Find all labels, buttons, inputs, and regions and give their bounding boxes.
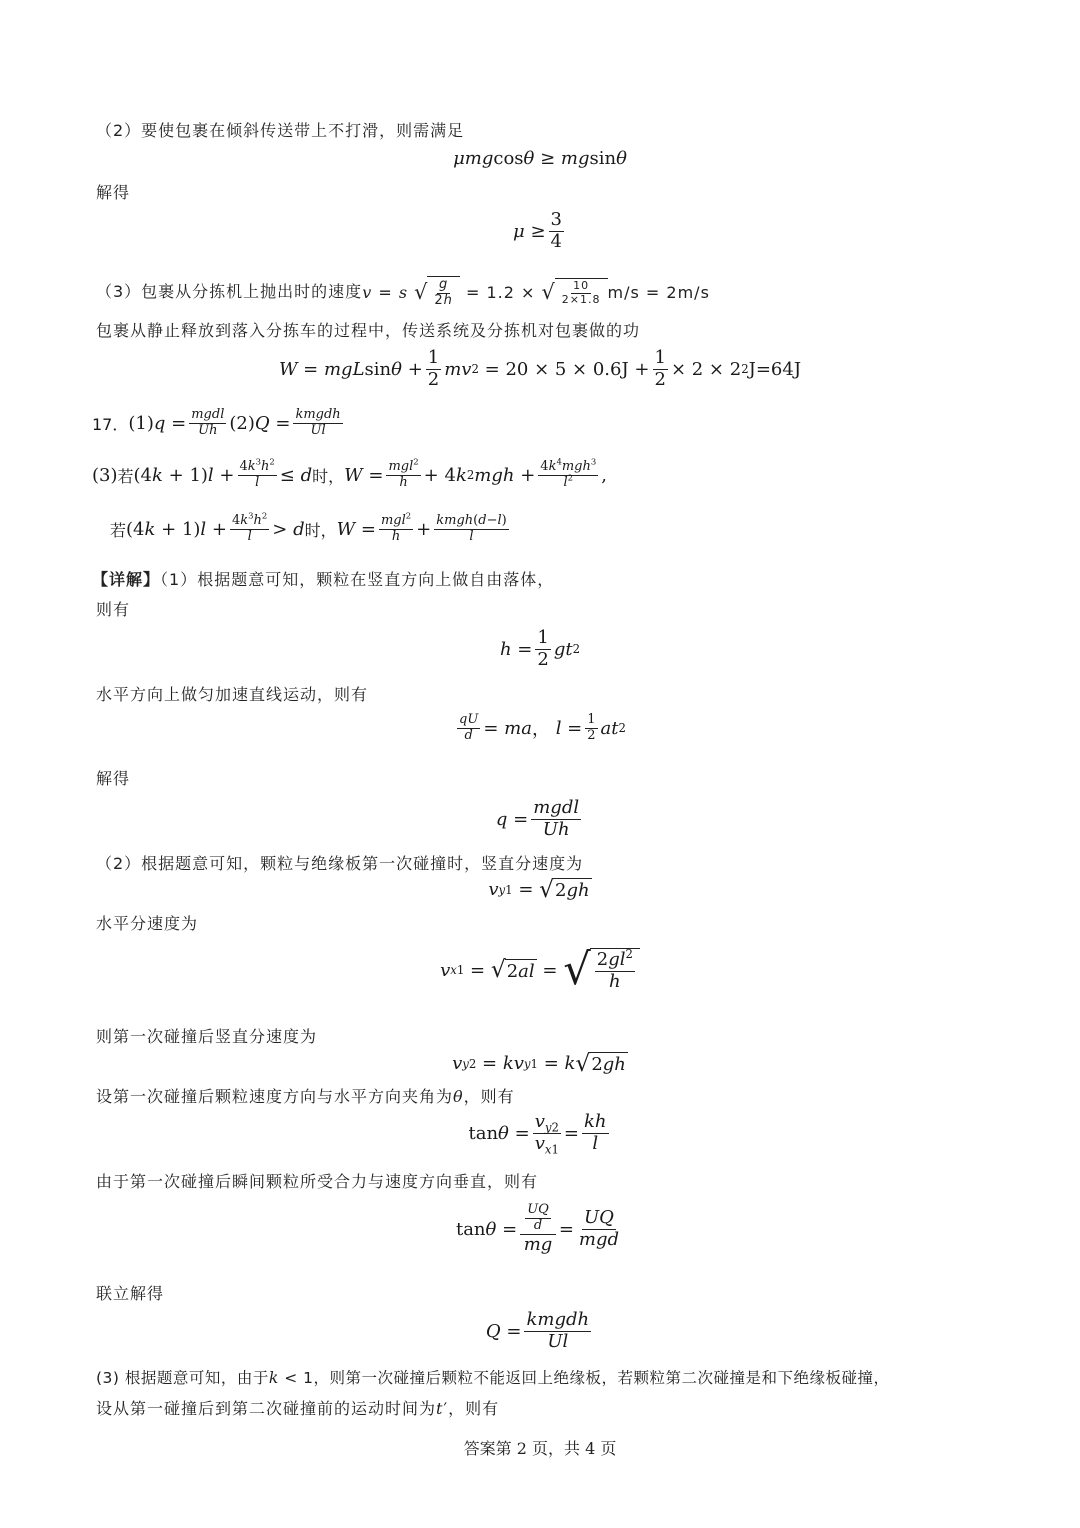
equation-vx1: v x1 = √ 2al = √ $\frac{2gl^2}{h}$ [0, 948, 1080, 992]
q17-answer-3-case1: (3) 若 (4 k + 1) l + $\frac{4k^3h^2}{l}$ ≤ d 时， W = $\frac{mgl^2}{h}$ + 4 k 2 mgh + $\frac{4k^4mgh^3}{l^2}$ , [92, 456, 607, 490]
horizontal-speed-text: 水平分速度为 [96, 914, 199, 933]
equation-work: W = mgL sin θ + $\frac{1}{2}$ mv 2 = 20 × 5 × 0.6J + $\frac{1}{2}$ × 2 × 2 2 J=64J [278, 347, 802, 390]
part2-intro-text: （2）根据题意可知，颗粒与绝缘板第一次碰撞时，竖直分速度为 [96, 854, 584, 873]
detail-label: 【详解】 [92, 570, 161, 589]
equation-Q-result: Q = $\frac{\text{kmgdh}}{Ul}$ [485, 1309, 590, 1352]
equation-horizontal-accel: $\frac{qU}{d}$ = ma ， l = $\frac{1}{2}$ at 2 [459, 712, 626, 743]
equation-vy2: v y2 = kv y1 = k √ 2gh [452, 1049, 626, 1077]
q16-part3-line: （3）包裹从分拣机上抛出时的速度 v = s √ $\frac{g}{2h}$ = 1.2 × √ $\frac{10}{2\times 1.8}$ m/s = 2m/s [96, 277, 710, 308]
angle-suffix-text: ，则有 [463, 1087, 515, 1106]
q17-answer-3-case2: 若 (4 k + 1) l + $\frac{4k^3h^2}{l}$ > d 时， W = $\frac{mgl^2}{h}$ + $\frac{\text{kmgh(d−l)}}{l}$ [110, 510, 507, 544]
q17-answers-1-2: 17． (1) q = $\frac{\text{mgdl}}{Uh}$ (2) Q = $\frac{\text{kmgdh}}{Ul}$ [92, 407, 341, 438]
jiede-label-2: 解得 [96, 769, 131, 788]
angle-intro-line: 设第一次碰撞后颗粒速度方向与水平方向夹角为θ，则有 [96, 1087, 515, 1106]
part3-text-a: (3) 根据题意可知，由于 [96, 1369, 269, 1387]
q16-part3-intro: （3）包裹从分拣机上抛出时的速度 [96, 281, 363, 301]
part3-line-2: 设从第一碰撞后到第二次碰撞前的运动时间为t′，则有 [96, 1399, 500, 1418]
detail-part1-text: （1）根据题意可知，颗粒在竖直方向上做自由落体， [160, 570, 555, 589]
perpendicular-force-text: 由于第一次碰撞后瞬间颗粒所受合力与速度方向垂直，则有 [96, 1172, 539, 1191]
cond-if-2: 若 [110, 520, 127, 540]
horizontal-motion-text: 水平方向上做匀加速直线运动，则有 [96, 685, 369, 704]
equation-q-result: q = $\frac{\text{mgdl}}{Uh}$ [495, 797, 580, 840]
part3-text-d: ，则有 [448, 1399, 500, 1418]
part3-text-b: ，则第一次碰撞后颗粒不能返回上绝缘板，若颗粒第二次碰撞是和下绝缘板碰撞， [313, 1369, 890, 1387]
cond-if-1: 若 [117, 466, 134, 486]
equation-tan-theta-2: tan θ = $\frac{\frac{UQ}{d}}{mg}$ = $\frac{UQ}{\text{mgd}}$ [455, 1202, 620, 1255]
q16-work-intro: 包裹从静止释放到落入分拣车的过程中，传送系统及分拣机对包裹做的功 [96, 321, 641, 340]
q16-part2-intro: （2）要使包裹在倾斜传送带上不打滑，则需满足 [96, 121, 465, 140]
cond-when-2: 时， [304, 520, 337, 540]
cond-when-1: 时， [312, 466, 345, 486]
equation-friction-condition: μmgcosθ ≥ mgsinθ [453, 148, 627, 169]
part3-text-c: 设从第一碰撞后到第二次碰撞前的运动时间为 [96, 1399, 437, 1418]
equation-mu-result: μ ≥ $\frac{3}{4}$ [513, 209, 562, 252]
lianli-label: 联立解得 [96, 1284, 165, 1303]
equation-vy1: v y1 = √ 2gh [488, 875, 590, 903]
jiede-label-1: 解得 [96, 183, 131, 202]
page-footer: 答案第 2 页，共 4 页 [463, 1439, 617, 1458]
zeyou-label-1: 则有 [96, 600, 131, 619]
equation-tan-theta-1: tan θ = $\frac{v_{y2}}{v_{x1}}$ = $\frac{kh}{l}$ [468, 1111, 607, 1157]
q17-number: 17． [92, 414, 129, 434]
after-first-collision-text: 则第一次碰撞后竖直分速度为 [96, 1027, 318, 1046]
angle-intro-text: 设第一次碰撞后颗粒速度方向与水平方向夹角为 [96, 1087, 454, 1106]
detail-part1-intro [92, 567, 554, 590]
part3-line-1: (3) 根据题意可知，由于k < 1，则第一次碰撞后颗粒不能返回上绝缘板，若颗粒第二次碰撞是和下绝缘板碰撞， [96, 1369, 890, 1387]
equation-free-fall: h = $\frac{1}{2}$ gt 2 [499, 627, 581, 670]
